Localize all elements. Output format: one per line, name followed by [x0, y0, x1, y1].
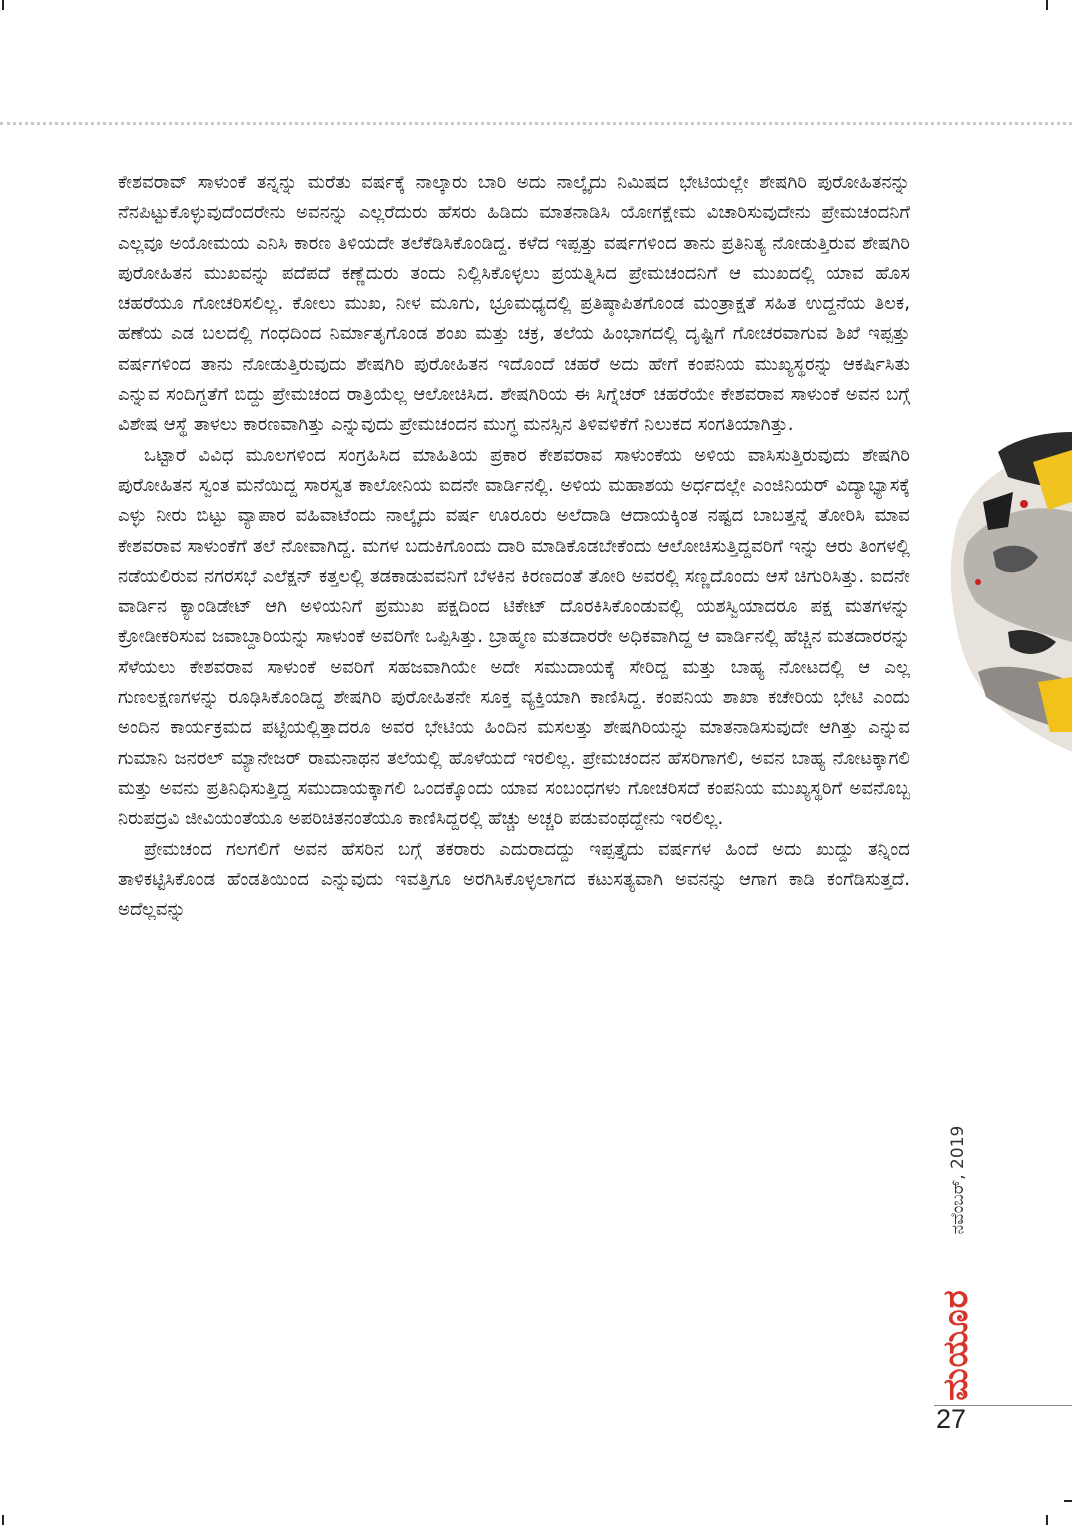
crop-mark-bottom-right	[1046, 1515, 1048, 1525]
story-text	[118, 168, 910, 925]
crop-mark-top-left	[2, 0, 4, 10]
paragraph-2: ಒಟ್ಟಾರೆ ವಿವಿಧ ಮೂಲಗಳಿಂದ ಸಂಗ್ರಹಿಸಿದ ಮಾಹಿತಿಯ ಪ್ರಕಾರ ಕೇಶವರಾವ ಸಾಳುಂಕೆಯ ಅಳಿಯ ವಾಸಿಸುತ್ತಿರುವುದು ಶೇಷಗಿರಿ ಪುರೋಹಿತನ ಸ್ವಂತ ಮನೆಯಿದ್ದ ಸಾರಸ್ವತ ಕಾಲೋನಿಯ ಐದನೇ ವಾರ್ಡಿನಲ್ಲಿ. ಅಳಿಯ ಮಹಾಶಯ ಅರ್ಧದಲ್ಲೇ ಎಂಜಿನಿಯರ್ ವಿದ್ಯಾಭ್ಯಾಸಕ್ಕೆ ಎಳ್ಳು ನೀರು ಬಿಟ್ಟು ವ್ಯಾಪಾರ ವಹಿವಾಟೆಂದು ನಾಲ್ಕೈದು ವರ್ಷ ಊರೂರು ಅಲೆದಾಡಿ ಆದಾಯಕ್ಕಿಂತ ನಷ್ಟದ ಬಾಬತ್ತನ್ನೆ ತೋರಿಸಿ ಮಾವ ಕೇಶವರಾವ ಸಾಳುಂಕೆಗೆ ತಲೆ ನೋವಾಗಿದ್ದ. ಮಗಳ ಬದುಕಿಗೊಂದು ದಾರಿ ಮಾಡಿಕೊಡಬೇಕೆಂದು ಆಲೋಚಿಸುತ್ತಿದ್ದವರಿಗೆ ಇನ್ನು ಆರು ತಿಂಗಳಲ್ಲಿ ನಡೆಯಲಿರುವ ನಗರಸಭೆ ಎಲೆಕ್ಷನ್ ಕತ್ತಲಲ್ಲಿ ತಡಕಾಡುವವನಿಗೆ ಬೆಳಕಿನ ಕಿರಣದಂತೆ ತೋರಿ ಅವರಲ್ಲಿ ಸಣ್ಣದೊಂದು ಆಸೆ ಚಿಗುರಿಸಿತ್ತು. ಐದನೇ ವಾರ್ಡಿನ ಕ್ಯಾಂಡಿಡೇಟ್ ಆಗಿ ಅಳಿಯನಿಗೆ ಪ್ರಮುಖ ಪಕ್ಷದಿಂದ ಟಿಕೇಟ್ ದೊರಕಿಸಿಕೊಂಡುವಲ್ಲಿ ಯಶಸ್ವಿಯಾದರೂ ಪಕ್ಷ ಮತಗಳನ್ನು ಕ್ರೋಡೀಕರಿಸುವ ಜವಾಬ್ದಾರಿಯನ್ನು ಸಾಳುಂಕೆ ಅವರಿಗೇ ಒಪ್ಪಿಸಿತ್ತು. ಬ್ರಾಹ್ಮಣ ಮತದಾರರೇ ಅಧಿಕವಾಗಿದ್ದ ಆ ವಾರ್ಡಿನಲ್ಲಿ ಹೆಚ್ಚಿನ ಮತದಾರರನ್ನು ಸೆಳೆಯಲು ಕೇಶವರಾವ ಸಾಳುಂಕೆ ಅವರಿಗೆ ಸಹಜವಾಗಿಯೇ ಅದೇ ಸಮುದಾಯಕ್ಕೆ ಸೇರಿದ್ದ ಮತ್ತು ಬಾಹ್ಯ ನೋಟದಲ್ಲಿ ಆ ಎಲ್ಲ ಗುಣಲಕ್ಷಣಗಳನ್ನು ರೂಢಿಸಿಕೊಂಡಿದ್ದ ಶೇಷಗಿರಿ ಪುರೋಹಿತನೇ ಸೂಕ್ತ ವ್ಯಕ್ತಿಯಾಗಿ ಕಾಣಿಸಿದ್ದ. ಕಂಪನಿಯ ಶಾಖಾ ಕಚೇರಿಯ ಭೇಟಿ ಎಂದು ಅಂದಿನ ಕಾರ್ಯಕ್ರಮದ ಪಟ್ಟಿಯಲ್ಲಿತ್ತಾದರೂ ಅವರ ಭೇಟಿಯ ಹಿಂದಿನ ಮಸಲತ್ತು ಶೇಷಗಿರಿಯನ್ನು ಮಾತನಾಡಿಸುವುದೇ ಆಗಿತ್ತು ಎನ್ನುವ ಗುಮಾನಿ ಜನರಲ್ ಮ್ಯಾನೇಜರ್ ರಾಮನಾಥನ ತಲೆಯಲ್ಲಿ ಹೊಳೆಯದೆ ಇರಲಿಲ್ಲ. ಪ್ರೇಮಚಂದನ ಹೆಸರಿಗಾಗಲಿ, ಅವನ ಬಾಹ್ಯ ನೋಟಕ್ಕಾಗಲಿ ಮತ್ತು ಅವನು ಪ್ರತಿನಿಧಿಸುತ್ತಿದ್ದ ಸಮುದಾಯಕ್ಕಾಗಲಿ ಒಂದಕ್ಕೊಂದು ಯಾವ ಸಂಬಂಧಗಳು ಗೋಚರಿಸದೆ ಕಂಪನಿಯ ಮುಖ್ಯಸ್ಥರಿಗೆ ಅವನೊಬ್ಬ ನಿರುಪದ್ರವಿ ಜೀವಿಯಂತೆಯೂ ಅಪರಿಚಿತನಂತೆಯೂ ಕಾಣಿಸಿದ್ದರಲ್ಲಿ ಹೆಚ್ಚು ಅಚ್ಚರಿ ಪಡುವಂಥದ್ದೇನು ಇರಲಿಲ್ಲ.	[118, 444, 911, 830]
header-dotted-rule	[0, 122, 1072, 125]
crop-mark-top-right	[1046, 0, 1048, 10]
paragraph-1: ಕೇಶವರಾವ್ ಸಾಳುಂಕೆ ತನ್ನನ್ನು ಮರೆತು ವರ್ಷಕ್ಕೆ ನಾಲ್ಕಾರು ಬಾರಿ ಅದು ನಾಲ್ಕೈದು ನಿಮಿಷದ ಭೇಟಿಯಲ್ಲೇ ಶೇಷಗಿರಿ ಪುರೋಹಿತನನ್ನು ನೆನಪಿಟ್ಟುಕೊಳ್ಳುವುದೆಂದರೇನು ಅವನನ್ನು ಎಲ್ಲರೆದುರು ಹೆಸರು ಹಿಡಿದು ಮಾತನಾಡಿಸಿ ಯೋಗಕ್ಷೇಮ ವಿಚಾರಿಸುವುದೇನು ಪ್ರೇಮಚಂದನಿಗೆ ಎಲ್ಲವೂ ಅಯೋಮಯ ಎನಿಸಿ ಕಾರಣ ತಿಳಿಯದೇ ತಲೆಕೆಡಿಸಿಕೊಂಡಿದ್ದ. ಕಳೆದ ಇಪ್ಪತ್ತು ವರ್ಷಗಳಿಂದ ತಾನು ಪ್ರತಿನಿತ್ಯ ನೋಡುತ್ತಿರುವ ಶೇಷಗಿರಿ ಪುರೋಹಿತನ ಮುಖವನ್ನು ಪದೆಪದೆ ಕಣ್ಣೆದುರು ತಂದು ನಿಲ್ಲಿಸಿಕೊಳ್ಳಲು ಪ್ರಯತ್ನಿಸಿದ ಪ್ರೇಮಚಂದನಿಗೆ ಆ ಮುಖದಲ್ಲಿ ಯಾವ ಹೊಸ ಚಹರೆಯೂ ಗೋಚರಿಸಲಿಲ್ಲ. ಕೋಲು ಮುಖ, ನೀಳ ಮೂಗು, ಭ್ರೂಮಧ್ಯದಲ್ಲಿ ಪ್ರತಿಷ್ಠಾಪಿತಗೊಂಡ ಮಂತ್ರಾಕ್ಷತೆ ಸಹಿತ ಉದ್ದನೆಯ ತಿಲಕ, ಹಣೆಯ ಎಡ ಬಲದಲ್ಲಿ ಗಂಧದಿಂದ ನಿರ್ಮಾತೃಗೊಂಡ ಶಂಖ ಮತ್ತು ಚಕ್ರ, ತಲೆಯ ಹಿಂಭಾಗದಲ್ಲಿ ದೃಷ್ಟಿಗೆ ಗೋಚರವಾಗುವ ಶಿಖೆ ಇಪ್ಪತ್ತು ವರ್ಷಗಳಿಂದ ತಾನು ನೋಡುತ್ತಿರುವುದು ಶೇಷಗಿರಿ ಪುರೋಹಿತನ ಇದೊಂದೆ ಚಹರೆ ಅದು ಹೇಗೆ ಕಂಪನಿಯ ಮುಖ್ಯಸ್ಥರನ್ನು ಆಕರ್ಷಿಸಿತು ಎನ್ನುವ ಸಂದಿಗ್ದತೆಗೆ ಬಿದ್ದು ಪ್ರೇಮಚಂದ ರಾತ್ರಿಯೆಲ್ಲ ಆಲೋಚಿಸಿದ. ಶೇಷಗಿರಿಯ ಈ ಸಿಗ್ನೆಚರ್ ಚಹರೆಯೇ ಕೇಶವರಾವ ಸಾಳುಂಕೆ ಅವನ ಬಗ್ಗೆ ವಿಶೇಷ ಆಸ್ಥೆ ತಾಳಲು ಕಾರಣವಾಗಿತ್ತು ಎನ್ನುವುದು ಪ್ರೇಮಚಂದನ ಮುಗ್ಧ ಮನಸ್ಸಿನ ತಿಳಿವಳಿಕೆಗೆ ನಿಲುಕದ ಸಂಗತಿಯಾಗಿತ್ತು.	[118, 172, 910, 436]
illustration-fragment	[938, 432, 1072, 762]
paragraph-3: ಪ್ರೇಮಚಂದ ಗಲಗಲಿಗೆ ಅವನ ಹೆಸರಿನ ಬಗ್ಗೆ ತಕರಾರು ಎದುರಾದದ್ದು ಇಪ್ಪತ್ತೈದು ವರ್ಷಗಳ ಹಿಂದೆ ಅದು ಖುದ್ದು ತನ್ನಿಂದ ತಾಳಿಕಟ್ಟಿಸಿಕೊಂಡ ಹೆಂಡತಿಯಿಂದ ಎನ್ನುವುದು ಇವತ್ತಿಗೂ ಅರಗಿಸಿಕೊಳ್ಳಲಾಗದ ಕಟುಸತ್ಯವಾಗಿ ಅವನನ್ನು ಆಗಾಗ ಕಾಡಿ ಕಂಗೆಡಿಸುತ್ತದೆ. ಅದೆಲ್ಲವನ್ನು	[118, 838, 910, 921]
issue-date: ನವೆಂಬರ್, 2019	[948, 1125, 968, 1235]
crop-mark-right-mid	[1064, 1500, 1072, 1502]
page-number: 27	[936, 1404, 967, 1434]
magazine-masthead: ಮಯೂರ	[936, 1289, 976, 1401]
crop-mark-bottom-left	[2, 1515, 4, 1525]
